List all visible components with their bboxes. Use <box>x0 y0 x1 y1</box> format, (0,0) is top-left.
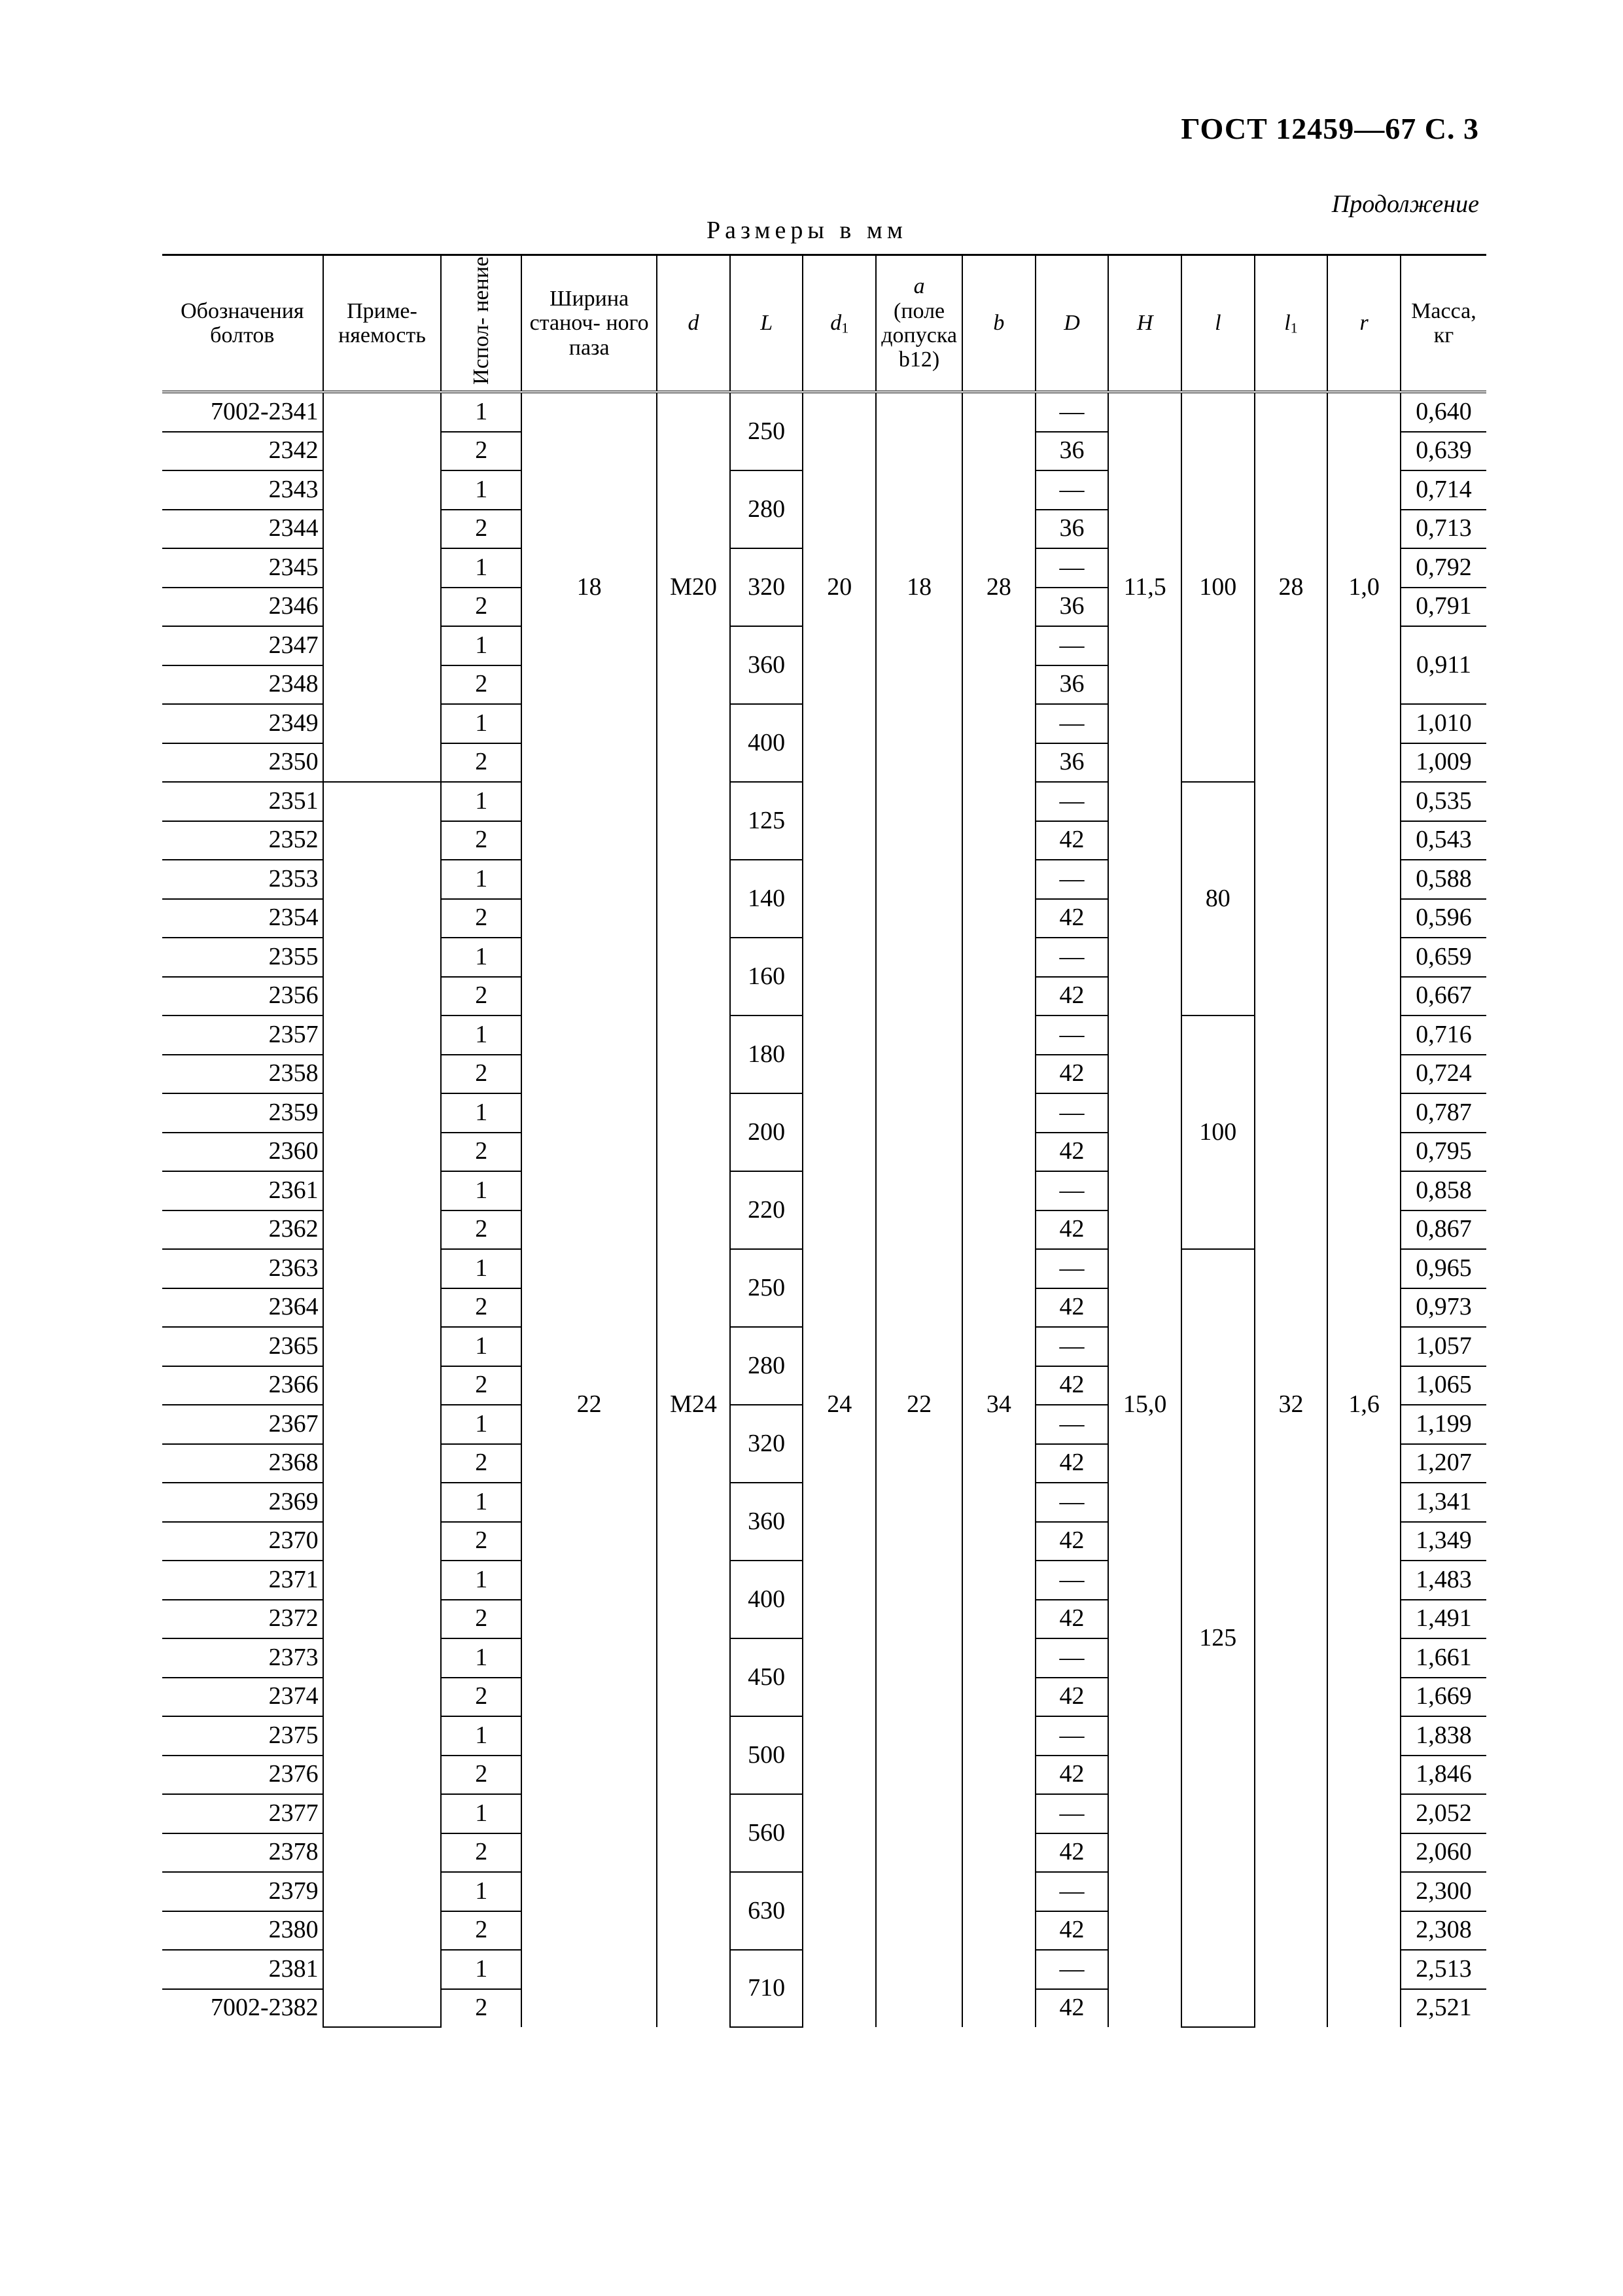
table-caption: Размеры в мм <box>707 217 907 244</box>
designation-cell: 2378 <box>162 1833 323 1873</box>
bolt-dimensions-table-wrapper <box>162 254 1486 2028</box>
designation-cell: 2346 <box>162 588 323 627</box>
table-row <box>162 782 1486 821</box>
mass-cell: 1,009 <box>1401 743 1486 783</box>
applicability-cell <box>323 743 442 783</box>
designation-cell: 2371 <box>162 1561 323 1600</box>
designation-cell: 2376 <box>162 1756 323 1795</box>
l1-cell: 32 <box>1255 782 1328 2027</box>
mass-cell: 1,491 <box>1401 1600 1486 1639</box>
applicability-cell <box>323 1483 442 1522</box>
version-cell: 2 <box>441 1133 521 1172</box>
version-cell: 2 <box>441 1055 521 1094</box>
designation-cell: 7002-2382 <box>210 1994 319 2022</box>
col-L: L <box>730 255 803 393</box>
version-cell: 1 <box>441 626 521 665</box>
col-l: l <box>1181 255 1255 393</box>
col-a-label: a <box>913 274 925 299</box>
mass-cell: 1,838 <box>1401 1716 1486 1756</box>
D-cell: 42 <box>1036 821 1109 860</box>
d1-cell: 24 <box>803 782 876 2027</box>
length-L-cell: 220 <box>730 1171 803 1249</box>
version-cell: 1 <box>441 1561 521 1600</box>
mass-cell: 0,640 <box>1401 392 1486 432</box>
l-cell: 100 <box>1181 1016 1255 1249</box>
applicability-cell <box>323 1833 442 1873</box>
D-cell: — <box>1036 1405 1109 1444</box>
D-cell: 36 <box>1036 432 1109 471</box>
D-cell: — <box>1036 1794 1109 1833</box>
version-cell: 1 <box>441 1249 521 1288</box>
d1-cell: 20 <box>803 392 876 782</box>
designation-cell: 2360 <box>162 1133 323 1172</box>
slot-width-cell: 18 <box>521 392 657 782</box>
D-cell: 42 <box>1036 1210 1109 1250</box>
D-cell: — <box>1036 1093 1109 1133</box>
D-cell: — <box>1036 1171 1109 1210</box>
applicability-cell <box>323 938 442 977</box>
length-L-cell: 250 <box>730 1249 803 1327</box>
mass-cell: 0,792 <box>1401 548 1486 588</box>
version-cell: 2 <box>441 1911 521 1951</box>
D-cell: — <box>1036 782 1109 821</box>
col-version <box>441 255 521 393</box>
mass-cell: 1,199 <box>1401 1405 1486 1444</box>
D-cell: — <box>1036 1327 1109 1366</box>
D-cell: 42 <box>1036 1678 1109 1717</box>
version-cell: 2 <box>441 510 521 549</box>
designation-cell: 2358 <box>162 1055 323 1094</box>
version-cell: 1 <box>441 392 521 432</box>
col-D: D <box>1036 255 1109 393</box>
designation-cell: 2356 <box>162 977 323 1016</box>
version-cell: 1 <box>441 860 521 899</box>
designation-cell: 2354 <box>162 899 323 938</box>
applicability-cell <box>323 548 442 588</box>
D-cell: 42 <box>1036 1522 1109 1561</box>
designation-cell: 7002-2341 <box>162 392 323 432</box>
table-row <box>162 392 1486 432</box>
mass-cell: 1,349 <box>1401 1522 1486 1561</box>
thread-d-cell: М20 <box>657 392 730 782</box>
r-cell: 1,0 <box>1327 392 1401 782</box>
mass-cell: 0,639 <box>1401 432 1486 471</box>
version-cell: 2 <box>441 1833 521 1873</box>
col-l1-subscript: 1 <box>1290 319 1298 336</box>
D-cell: — <box>1036 1483 1109 1522</box>
applicability-cell <box>323 1872 442 1911</box>
applicability-cell <box>323 704 442 743</box>
mass-cell: 0,724 <box>1401 1055 1486 1094</box>
l-cell: 80 <box>1181 782 1255 1016</box>
col-l1 <box>1255 255 1328 393</box>
D-cell: 42 <box>1036 1366 1109 1405</box>
designation-cell: 2377 <box>162 1794 323 1833</box>
r-cell: 1,6 <box>1327 782 1401 2027</box>
col-designation: Обозначения болтов <box>162 255 323 393</box>
applicability-cell <box>323 1016 442 1055</box>
mass-cell: 2,521 <box>1401 1989 1486 2028</box>
applicability-cell <box>323 1911 442 1951</box>
col-mass: Масса, кг <box>1401 255 1486 393</box>
designation-cell: 2343 <box>162 470 323 510</box>
D-cell: — <box>1036 392 1109 432</box>
designation-cell: 2365 <box>162 1327 323 1366</box>
mass-cell: 2,300 <box>1401 1872 1486 1911</box>
length-L-cell: 180 <box>730 1016 803 1093</box>
mass-cell: 1,483 <box>1401 1561 1486 1600</box>
slot-width-cell: 22 <box>521 782 657 2027</box>
mass-cell: 1,065 <box>1401 1366 1486 1405</box>
length-L-cell: 400 <box>730 704 803 782</box>
col-a <box>876 255 962 393</box>
D-cell: 42 <box>1036 977 1109 1016</box>
version-cell: 1 <box>441 1794 521 1833</box>
length-L-cell: 250 <box>730 392 803 470</box>
D-cell: — <box>1036 548 1109 588</box>
l-cell: 100 <box>1181 392 1255 782</box>
mass-cell: 0,787 <box>1401 1093 1486 1133</box>
applicability-cell <box>323 1133 442 1172</box>
mass-cell: 0,588 <box>1401 860 1486 899</box>
mass-cell: 0,858 <box>1401 1171 1486 1210</box>
D-cell: 42 <box>1036 1756 1109 1795</box>
D-cell: — <box>1036 1561 1109 1600</box>
version-cell: 1 <box>441 1093 521 1133</box>
D-cell: — <box>1036 1950 1109 1989</box>
version-cell: 1 <box>441 1483 521 1522</box>
applicability-cell <box>323 821 442 860</box>
col-d1 <box>803 255 876 393</box>
a-cell: 22 <box>876 782 962 2027</box>
mass-cell: 0,911 <box>1401 626 1486 704</box>
version-cell: 1 <box>441 1872 521 1911</box>
D-cell: — <box>1036 938 1109 977</box>
mass-cell: 0,659 <box>1401 938 1486 977</box>
designation-cell: 2372 <box>162 1600 323 1639</box>
b-cell: 28 <box>962 392 1036 782</box>
D-cell: — <box>1036 1716 1109 1756</box>
D-cell: — <box>1036 470 1109 510</box>
mass-cell: 0,713 <box>1401 510 1486 549</box>
mass-cell: 0,714 <box>1401 470 1486 510</box>
applicability-cell <box>323 665 442 705</box>
length-L-cell: 400 <box>730 1561 803 1638</box>
version-cell: 2 <box>441 1600 521 1639</box>
mass-cell: 2,308 <box>1401 1911 1486 1951</box>
col-applicability: Приме- няемость <box>323 255 442 393</box>
applicability-cell <box>323 1055 442 1094</box>
mass-cell: 0,596 <box>1401 899 1486 938</box>
D-cell: — <box>1036 626 1109 665</box>
designation-cell: 2352 <box>162 821 323 860</box>
length-L-cell: 560 <box>730 1794 803 1872</box>
version-cell: 1 <box>441 938 521 977</box>
page-header: ГОСТ 12459—67 С. 3 <box>1181 112 1479 145</box>
col-a-note: (поле допуска b12) <box>881 298 957 372</box>
applicability-cell <box>323 1716 442 1756</box>
applicability-cell <box>323 1600 442 1639</box>
D-cell: 42 <box>1036 1055 1109 1094</box>
applicability-cell <box>323 1210 442 1250</box>
D-cell: — <box>1036 1249 1109 1288</box>
length-L-cell: 360 <box>730 626 803 704</box>
D-cell: 42 <box>1036 1833 1109 1873</box>
mass-cell: 1,341 <box>1401 1483 1486 1522</box>
D-cell: — <box>1036 1638 1109 1678</box>
version-cell: 1 <box>441 1171 521 1210</box>
mass-cell: 0,965 <box>1401 1249 1486 1288</box>
applicability-cell <box>323 1794 442 1833</box>
applicability-cell <box>323 432 442 471</box>
length-L-cell: 200 <box>730 1093 803 1171</box>
col-d: d <box>657 255 730 393</box>
applicability-cell <box>323 1638 442 1678</box>
applicability-cell <box>323 977 442 1016</box>
continuation-label: Продолжение <box>1331 190 1479 218</box>
col-l1-label: l <box>1284 310 1291 335</box>
version-cell: 2 <box>441 1522 521 1561</box>
designation-cell: 2351 <box>162 782 323 821</box>
version-cell: 1 <box>441 1950 521 1989</box>
designation-cell: 2353 <box>162 860 323 899</box>
applicability-cell <box>323 1522 442 1561</box>
version-cell: 1 <box>441 548 521 588</box>
applicability-cell <box>323 626 442 665</box>
length-L-cell: 160 <box>730 938 803 1016</box>
designation-cell: 2348 <box>162 665 323 705</box>
version-cell: 1 <box>441 782 521 821</box>
designation-cell: 2359 <box>162 1093 323 1133</box>
length-L-cell: 630 <box>730 1872 803 1950</box>
mass-cell: 1,057 <box>1401 1327 1486 1366</box>
col-version-label: Испол- нение <box>468 256 493 385</box>
designation-cell: 2366 <box>162 1366 323 1405</box>
mass-cell: 0,535 <box>1401 782 1486 821</box>
mass-cell: 1,207 <box>1401 1444 1486 1483</box>
version-cell: 1 <box>441 1405 521 1444</box>
designation-cell: 2349 <box>162 704 323 743</box>
length-L-cell: 450 <box>730 1638 803 1716</box>
designation-cell: 2380 <box>162 1911 323 1951</box>
mass-cell: 0,867 <box>1401 1210 1486 1250</box>
applicability-cell <box>323 392 442 432</box>
designation-cell: 2370 <box>162 1522 323 1561</box>
version-cell: 2 <box>441 1288 521 1328</box>
D-cell: — <box>1036 860 1109 899</box>
D-cell: 42 <box>1036 1600 1109 1639</box>
version-cell: 2 <box>441 1210 521 1250</box>
length-L-cell: 280 <box>730 470 803 548</box>
a-cell: 18 <box>876 392 962 782</box>
designation-cell: 2381 <box>162 1950 323 1989</box>
mass-cell: 1,661 <box>1401 1638 1486 1678</box>
designation-cell: 2368 <box>162 1444 323 1483</box>
version-cell: 2 <box>441 977 521 1016</box>
D-cell: 42 <box>1036 1911 1109 1951</box>
version-cell: 1 <box>441 1016 521 1055</box>
length-L-cell: 280 <box>730 1327 803 1405</box>
designation-cell: 2342 <box>162 432 323 471</box>
applicability-cell <box>323 782 442 821</box>
D-cell: 42 <box>1036 899 1109 938</box>
designation-cell: 2374 <box>162 1678 323 1717</box>
applicability-cell <box>323 588 442 627</box>
D-cell: — <box>1036 1872 1109 1911</box>
version-cell: 2 <box>441 743 521 783</box>
bolt-dimensions-table <box>162 254 1486 2028</box>
designation-cell: 2363 <box>162 1249 323 1288</box>
col-slot-width: Ширина станоч- ного паза <box>521 255 657 393</box>
version-cell: 2 <box>441 1678 521 1717</box>
thread-d-cell: М24 <box>657 782 730 2027</box>
applicability-cell <box>323 899 442 938</box>
version-cell: 1 <box>441 1638 521 1678</box>
applicability-cell <box>323 1171 442 1210</box>
applicability-cell <box>323 1561 442 1600</box>
col-b: b <box>962 255 1036 393</box>
version-cell: 1 <box>441 1716 521 1756</box>
applicability-cell <box>323 1405 442 1444</box>
length-L-cell: 140 <box>730 860 803 938</box>
D-cell: 36 <box>1036 510 1109 549</box>
length-L-cell: 360 <box>730 1483 803 1561</box>
designation-cell: 2361 <box>162 1171 323 1210</box>
applicability-cell <box>323 1950 442 1989</box>
applicability-cell <box>323 1327 442 1366</box>
version-cell: 2 <box>441 432 521 471</box>
D-cell: 36 <box>1036 588 1109 627</box>
length-L-cell: 710 <box>730 1950 803 2027</box>
D-cell: 42 <box>1036 1444 1109 1483</box>
length-L-cell: 500 <box>730 1716 803 1794</box>
mass-cell: 1,010 <box>1401 704 1486 743</box>
D-cell: — <box>1036 1016 1109 1055</box>
designation-cell: 2362 <box>162 1210 323 1250</box>
applicability-cell <box>323 1444 442 1483</box>
version-cell: 2 <box>441 1366 521 1405</box>
version-cell: 2 <box>441 1444 521 1483</box>
designation-cell: 2344 <box>162 510 323 549</box>
applicability-cell <box>323 1756 442 1795</box>
mass-cell: 2,052 <box>1401 1794 1486 1833</box>
col-d1-label: d <box>830 310 842 335</box>
applicability-cell <box>323 510 442 549</box>
designation-cell: 2364 <box>162 1288 323 1328</box>
col-d1-subscript: 1 <box>841 319 849 336</box>
length-L-cell: 320 <box>730 548 803 626</box>
designation-cell: 2350 <box>162 743 323 783</box>
version-cell: 2 <box>441 899 521 938</box>
designation-cell: 2357 <box>162 1016 323 1055</box>
version-cell: 2 <box>441 665 521 705</box>
D-cell: 36 <box>1036 665 1109 705</box>
mass-cell: 1,669 <box>1401 1678 1486 1717</box>
applicability-cell <box>323 860 442 899</box>
applicability-cell <box>323 470 442 510</box>
mass-cell: 1,846 <box>1401 1756 1486 1795</box>
version-cell: 2 <box>441 588 521 627</box>
applicability-cell <box>323 1249 442 1288</box>
mass-cell: 0,973 <box>1401 1288 1486 1328</box>
mass-cell: 0,716 <box>1401 1016 1486 1055</box>
mass-cell: 2,513 <box>1401 1950 1486 1989</box>
H-cell: 11,5 <box>1108 392 1181 782</box>
mass-cell: 0,791 <box>1401 588 1486 627</box>
length-L-cell: 125 <box>730 782 803 860</box>
mass-cell: 0,667 <box>1401 977 1486 1016</box>
mass-cell: 2,060 <box>1401 1833 1486 1873</box>
col-r: r <box>1327 255 1401 393</box>
mass-cell: 0,795 <box>1401 1133 1486 1172</box>
applicability-cell <box>323 1093 442 1133</box>
D-cell: — <box>1036 704 1109 743</box>
designation-cell: 2369 <box>162 1483 323 1522</box>
mass-cell: 0,543 <box>1401 821 1486 860</box>
applicability-cell <box>323 1989 442 2028</box>
designation-cell: 2355 <box>162 938 323 977</box>
version-cell: 1 <box>441 1327 521 1366</box>
l-cell: 125 <box>1181 1249 1255 2027</box>
version-cell: 2 <box>441 1989 521 2028</box>
designation-cell: 2347 <box>162 626 323 665</box>
version-cell: 2 <box>441 821 521 860</box>
length-L-cell: 320 <box>730 1405 803 1483</box>
col-H: H <box>1108 255 1181 393</box>
designation-cell: 2375 <box>162 1716 323 1756</box>
version-cell: 1 <box>441 704 521 743</box>
D-cell: 42 <box>1036 1288 1109 1328</box>
version-cell: 2 <box>441 1756 521 1795</box>
applicability-cell <box>323 1288 442 1328</box>
H-cell: 15,0 <box>1108 782 1181 2027</box>
applicability-cell <box>323 1366 442 1405</box>
D-cell: 42 <box>1036 1133 1109 1172</box>
designation-cell: 2373 <box>162 1638 323 1678</box>
b-cell: 34 <box>962 782 1036 2027</box>
l1-cell: 28 <box>1255 392 1328 782</box>
version-cell: 1 <box>441 470 521 510</box>
table-body <box>162 392 1486 2027</box>
D-cell: 42 <box>1036 1989 1109 2028</box>
designation-cell: 2379 <box>162 1872 323 1911</box>
D-cell: 36 <box>1036 743 1109 783</box>
designation-cell: 2345 <box>162 548 323 588</box>
designation-cell: 2367 <box>162 1405 323 1444</box>
table-header <box>162 255 1486 393</box>
applicability-cell <box>323 1678 442 1717</box>
